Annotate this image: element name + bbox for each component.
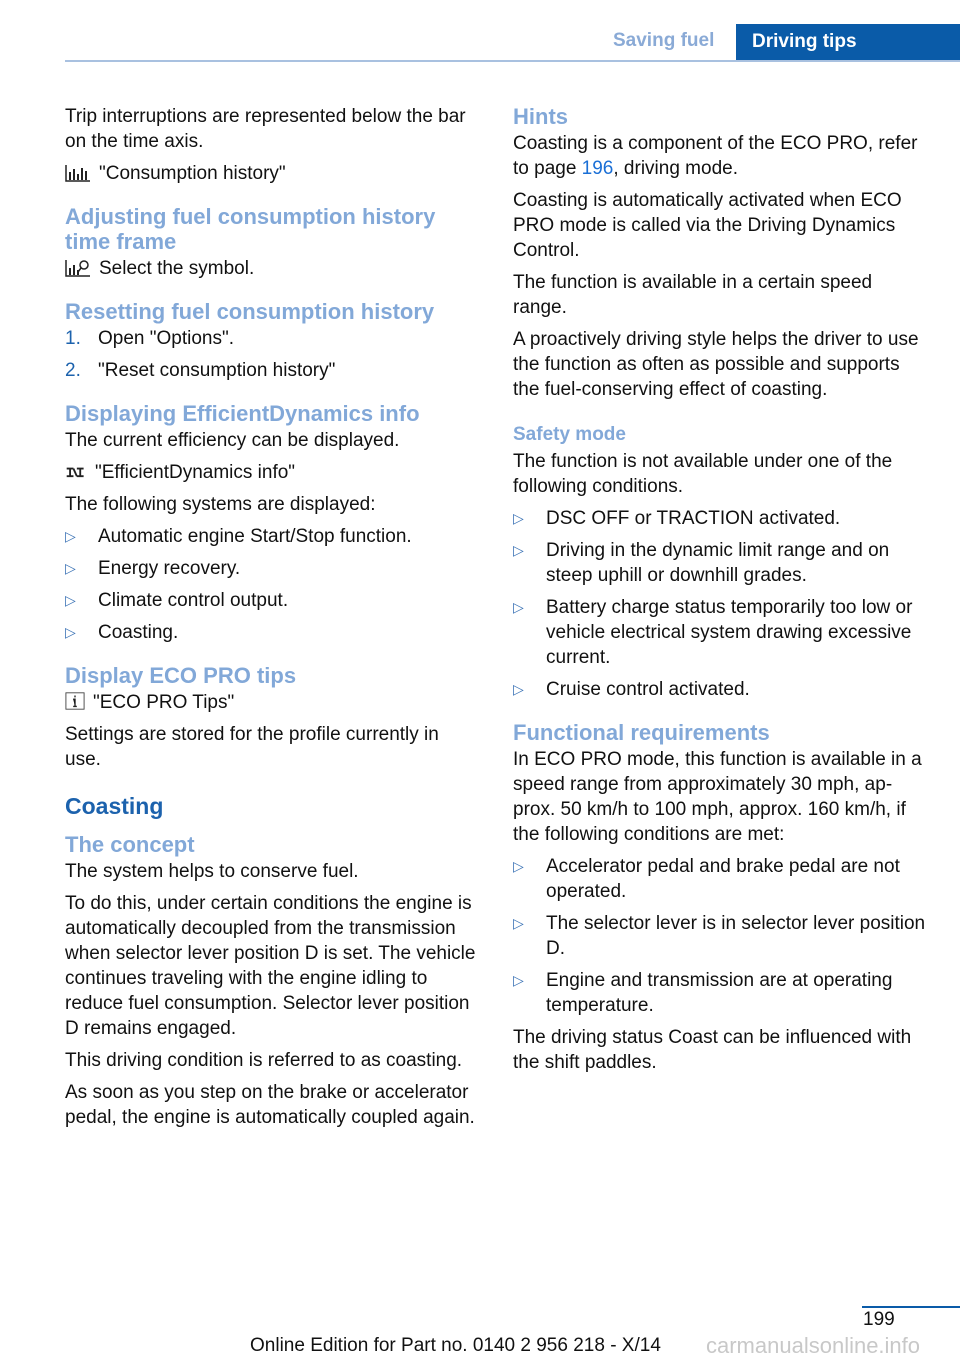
heading-safety: Safety mode bbox=[513, 424, 626, 445]
text: , driving mode. bbox=[613, 158, 738, 179]
list-item bbox=[65, 326, 480, 351]
heading-adjust: Adjusting fuel consumption history time frame bbox=[65, 204, 436, 254]
watermark: carmanualsonline.info bbox=[706, 1333, 921, 1358]
right-column bbox=[513, 104, 928, 1082]
bullet-triangle-icon: ▷ bbox=[65, 624, 76, 640]
list-item bbox=[513, 968, 928, 1018]
page-number: 199 bbox=[863, 1309, 895, 1330]
item-text: Battery charge status temporarily too low or vehicle electrical system drawing excessive current. bbox=[546, 597, 913, 668]
list-item bbox=[65, 556, 480, 581]
footer-edition: Online Edition for Part no. 0140 2 956 218 - X/14 bbox=[250, 1335, 661, 1356]
left-column bbox=[65, 104, 480, 1137]
requirements-list bbox=[513, 854, 928, 1018]
step-text: "Reset consumption history" bbox=[98, 360, 336, 381]
paragraph bbox=[513, 131, 928, 181]
item-text: The selector lever is in selector lever position D. bbox=[546, 913, 926, 959]
header-divider bbox=[65, 60, 960, 62]
safety-list bbox=[513, 506, 928, 702]
text: Coasting is a component of the ECO PRO, refer to page bbox=[513, 133, 918, 179]
bullet-triangle-icon: ▷ bbox=[65, 528, 76, 544]
list-item bbox=[513, 854, 928, 904]
bullet-triangle-icon: ▷ bbox=[513, 542, 524, 558]
bullet-triangle-icon: ▷ bbox=[513, 915, 524, 931]
list-item bbox=[513, 538, 928, 588]
paragraph: The driving status Coast can be influenced with the shift paddles. bbox=[513, 1027, 912, 1073]
heading-ecotips: Display ECO PRO tips bbox=[65, 663, 297, 688]
paragraph: The following systems are displayed: bbox=[65, 494, 376, 515]
item-text: Accelerator pedal and brake pedal are not operated. bbox=[546, 856, 900, 902]
chart-magnifier-icon bbox=[65, 259, 91, 277]
item-text: Engine and transmission are at operating temperature. bbox=[546, 970, 893, 1016]
paragraph: This driving condition is referred to as coasting. bbox=[65, 1050, 463, 1071]
item-text: Energy recovery. bbox=[98, 558, 241, 579]
ecotips-line bbox=[65, 690, 480, 715]
item-text: Automatic engine Start/Stop function. bbox=[98, 526, 412, 547]
bullet-triangle-icon: ▷ bbox=[65, 592, 76, 608]
header-chapter-tab[interactable]: Driving tips bbox=[736, 24, 960, 62]
paragraph: In ECO PRO mode, this function is available in a speed range from approximately 30 mph, approx. 50 km/h to 100 mph, approx. 160 km/h, if the following conditions are met: bbox=[513, 749, 922, 845]
heading-functional: Functional requirements bbox=[513, 720, 770, 745]
list-item bbox=[513, 911, 928, 961]
paragraph: Settings are stored for the profile currently in use. bbox=[65, 724, 439, 770]
bullet-triangle-icon: ▷ bbox=[513, 599, 524, 615]
info-icon bbox=[65, 691, 85, 711]
paragraph: Coasting is automatically activated when ECO PRO mode is called via the Driving Dynamics Control. bbox=[513, 190, 902, 261]
list-item bbox=[65, 524, 480, 549]
item-text: Driving in the dynamic limit range and on steep uphill or downhill grades. bbox=[546, 540, 890, 586]
bullet-triangle-icon: ▷ bbox=[513, 681, 524, 697]
list-item bbox=[513, 677, 928, 702]
paragraph: The function is available in a certain speed range. bbox=[513, 272, 873, 318]
efficient-dynamics-icon bbox=[65, 463, 87, 481]
bar-chart-icon bbox=[65, 164, 91, 182]
item-text: Coasting. bbox=[98, 622, 179, 643]
bullet-triangle-icon: ▷ bbox=[513, 858, 524, 874]
page-number-rule bbox=[862, 1306, 960, 1308]
menu-label: "EfficientDynamics info" bbox=[95, 462, 296, 483]
reset-steps bbox=[65, 326, 480, 383]
heading-coasting: Coasting bbox=[65, 793, 164, 819]
step-text: Open "Options". bbox=[98, 328, 235, 349]
efficient-info-line bbox=[65, 460, 480, 485]
heading-efficient: Displaying EfficientDynamics info bbox=[65, 401, 420, 426]
select-symbol-line bbox=[65, 256, 480, 281]
item-text: Climate control output. bbox=[98, 590, 289, 611]
paragraph: As soon as you step on the brake or accelerator pedal, the engine is automatically coupled again. bbox=[65, 1082, 475, 1128]
step-number: 1. bbox=[65, 328, 81, 349]
systems-list bbox=[65, 524, 480, 645]
paragraph: Trip interruptions are represented below the bar on the time axis. bbox=[65, 106, 466, 152]
bullet-triangle-icon: ▷ bbox=[513, 510, 524, 526]
heading-concept: The concept bbox=[65, 832, 195, 857]
heading-reset: Resetting fuel consumption history bbox=[65, 299, 435, 324]
paragraph: To do this, under certain conditions the engine is automatically decoupled from the transmission when selector lever position D is set. The vehicle continues traveling with the engine idling to reduce fuel consumption. Selector lever position D remains engaged. bbox=[65, 893, 476, 1039]
list-item bbox=[513, 506, 928, 531]
list-item bbox=[65, 358, 480, 383]
instruction: Select the symbol. bbox=[99, 258, 255, 279]
page-link[interactable]: 196 bbox=[581, 158, 614, 179]
menu-label: "Consumption history" bbox=[99, 163, 286, 184]
bullet-triangle-icon: ▷ bbox=[513, 972, 524, 988]
menu-label: "ECO PRO Tips" bbox=[93, 692, 235, 713]
heading-hints: Hints bbox=[513, 104, 568, 129]
item-text: DSC OFF or TRACTION activated. bbox=[546, 508, 841, 529]
paragraph: The function is not available under one of the following conditions. bbox=[513, 451, 893, 497]
paragraph: The system helps to conserve fuel. bbox=[65, 861, 359, 882]
bullet-triangle-icon: ▷ bbox=[65, 560, 76, 576]
list-item bbox=[513, 595, 928, 670]
consumption-history-line bbox=[65, 161, 480, 186]
paragraph: The current efficiency can be displayed. bbox=[65, 430, 400, 451]
step-number: 2. bbox=[65, 360, 81, 381]
header-section[interactable]: Saving fuel bbox=[613, 30, 715, 51]
list-item bbox=[65, 588, 480, 613]
item-text: Cruise control activated. bbox=[546, 679, 750, 700]
list-item bbox=[65, 620, 480, 645]
paragraph: A proactively driving style helps the driver to use the function as often as possible and supports the fuel-conserving effect of coasting. bbox=[513, 329, 919, 400]
